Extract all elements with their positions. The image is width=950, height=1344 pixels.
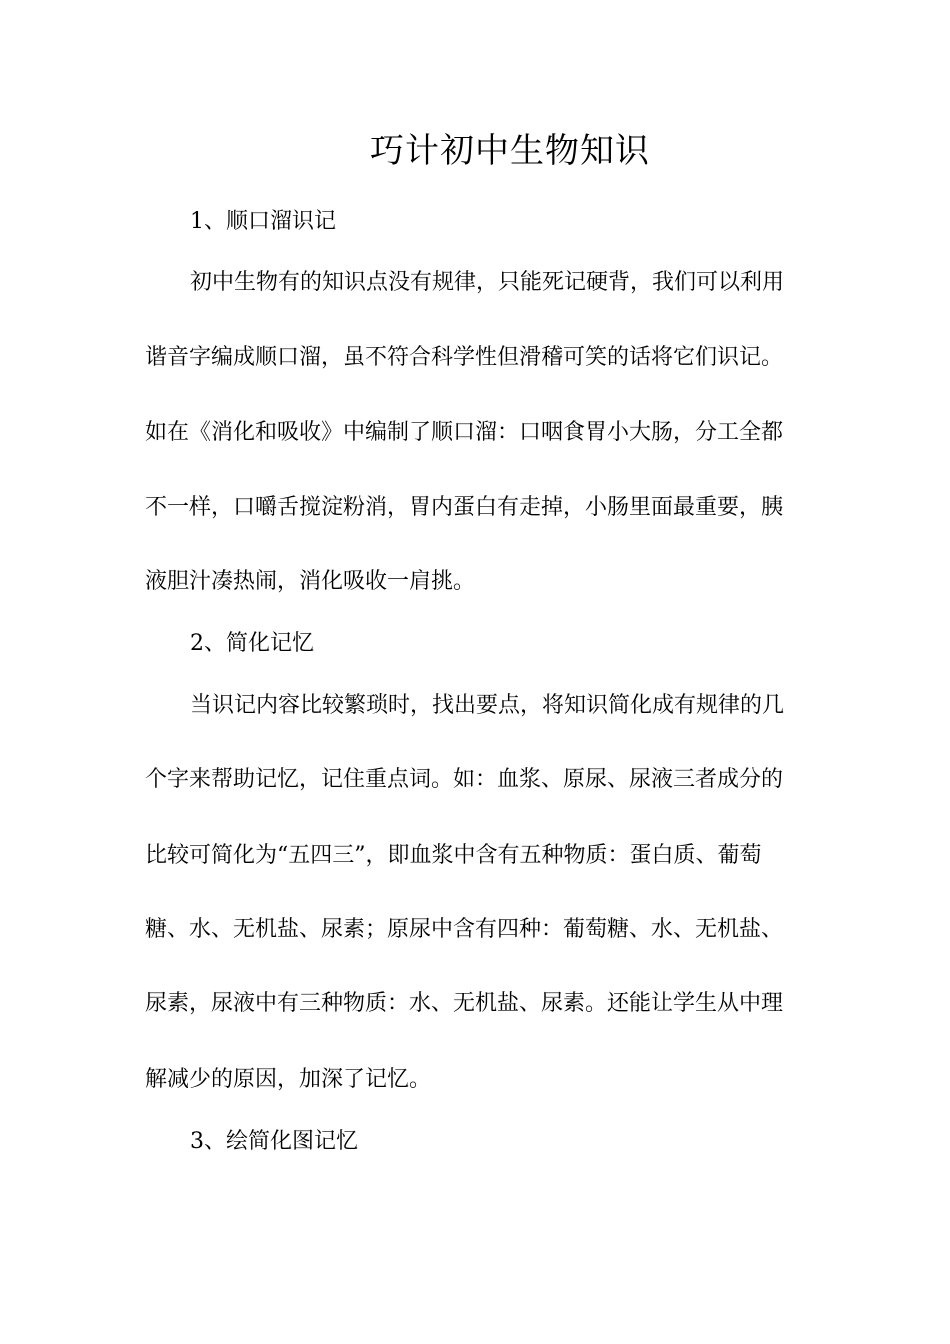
paragraph-line: 液胆汁凑热闹，消化吸收一肩挑。 <box>145 569 476 594</box>
section-heading-1: 1、顺口溜识记 <box>190 209 336 234</box>
paragraph-line: 糖、水、无机盐、尿素；原尿中含有四种：葡萄糖、水、无机盐、 <box>145 917 784 942</box>
paragraph-line: 个字来帮助记忆，记住重点词。如：血浆、原尿、尿液三者成分的 <box>145 767 784 792</box>
section-heading-2: 2、简化记忆 <box>190 631 314 656</box>
paragraph-line: 如在《消化和吸收》中编制了顺口溜：口咽食胃小大肠，分工全都 <box>145 420 784 445</box>
paragraph-line: 当识记内容比较繁琐时，找出要点，将知识简化成有规律的几 <box>190 693 785 718</box>
paragraph-line: 不一样，口嚼舌搅淀粉消，胃内蛋白有走掉，小肠里面最重要，胰 <box>145 495 784 520</box>
document-title: 巧计初中生物知识 <box>370 131 650 171</box>
paragraph-line: 谐音字编成顺口溜，虽不符合科学性但滑稽可笑的话将它们识记。 <box>145 345 784 370</box>
paragraph-line: 尿素，尿液中有三种物质：水、无机盐、尿素。还能让学生从中理 <box>145 991 784 1016</box>
paragraph-line: 比较可简化为“五四三”，即血浆中含有五种物质：蛋白质、葡萄 <box>145 843 762 868</box>
section-heading-3: 3、绘简化图记忆 <box>190 1129 358 1154</box>
paragraph-line: 初中生物有的知识点没有规律，只能死记硬背，我们可以利用 <box>190 270 785 295</box>
paragraph-line: 解减少的原因，加深了记忆。 <box>145 1067 432 1092</box>
